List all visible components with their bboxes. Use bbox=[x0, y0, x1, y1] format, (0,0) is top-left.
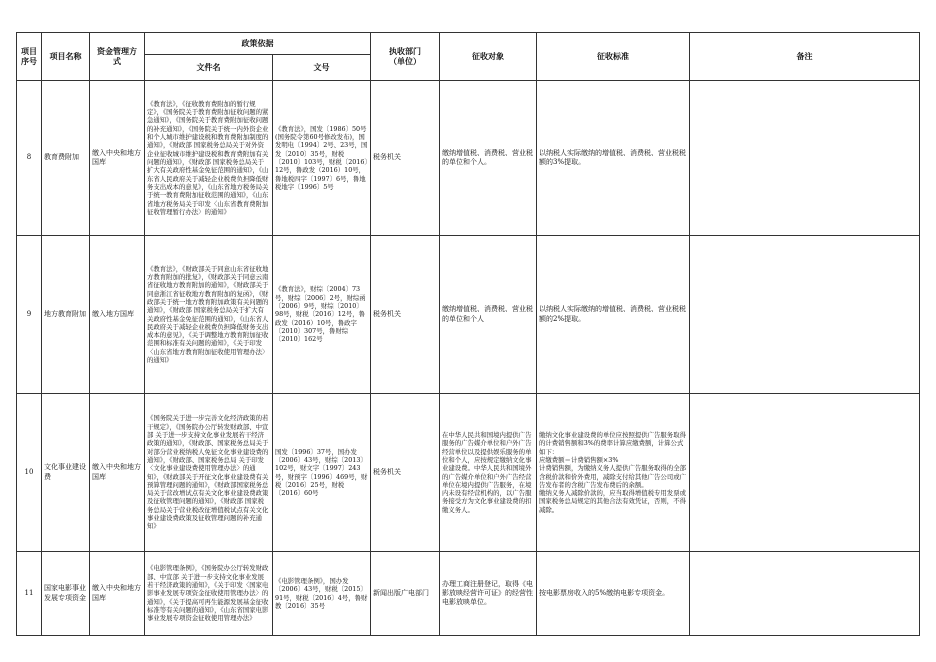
row-doc-name: 《教育法》，《征收教育费附加的暂行规定》，《国务院关于教育费附加征收问题的紧急通知》，《国务院关于教育费附加征收问题的补充通知》，《国务院关于统一内外资企业和个人城市维护建设税和教育费附加制度的通知》，《财政部 国家税务总局关于对外资企业征收城市维护建设税和教育费附加有关问题的通知》，《财政部 国家税务总局关于扩大有关政府性基金免征范围的通知》，《山东省人民政府关于减轻企业税费负担降低财务支出成本的意见》，《山东省地方税务局关于统一教育费附加征收范围的通知》，《山东省地方税务局关于印发〈山东省教育费附加征收管理暂行办法〉的通知》 bbox=[145, 81, 273, 236]
row-doc-no: 《教育法》，财综〔2004〕73号，财综〔2006〕2号，财综函〔2006〕9号，财综〔2010〕98号，财税〔2016〕12号，鲁政发（2016）10号，鲁政字〔2010〕307号，鲁财综〔2010〕162号 bbox=[273, 236, 371, 394]
header-policy-basis: 政策依据 bbox=[145, 33, 371, 55]
row-fund-mode: 缴入中央和地方国库 bbox=[90, 81, 145, 236]
row-seq: 8 bbox=[17, 81, 42, 236]
row-doc-name: 《教育法》，《财政部关于同意山东省征收地方教育附加的批复》，《财政部关于同意云南省征收地方教育附加的通知》，《财政部关于同意浙江省征收地方教育附加的复函》，《财政部关于统一地方教育附加政策有关问题的通知》，《财政部 国家税务总局关于扩大有关政府性基金免征范围的通知》，《山东省人民政府关于减轻企业税费负担降低财务支出成本的意见》，《关于调整地方教育附加征收范围和标准有关问题的通知》，《关于印发〈山东省地方教育附加征收使用管理办法〉的通知》 bbox=[145, 236, 273, 394]
header-remark: 备注 bbox=[690, 33, 920, 81]
row-fund-mode: 缴入中央和地方国库 bbox=[90, 394, 145, 552]
header-fund-mode: 资金管理方 式 bbox=[90, 33, 145, 81]
header-doc-name: 文件名 bbox=[145, 55, 273, 81]
row-doc-no: 国发〔1996〕37号，国办发〔2006〕43号，财综〔2013〕102号，财文字〔1997〕243号，财预字〔1996〕469号，财税〔2016〕25号，财税〔2016〕60号 bbox=[273, 394, 371, 552]
row-remark bbox=[690, 236, 920, 394]
table-row bbox=[17, 552, 920, 636]
row-department: 税务机关 bbox=[371, 81, 440, 236]
row-target: 缴纳增值税、消费税、营业税的单位和个人 bbox=[440, 236, 537, 394]
table-row bbox=[17, 236, 920, 394]
row-doc-name: 《国务院关于进一步完善文化经济政策的若干规定》，《国务院办公厅转发财政部、中宣部 关于进一步支持文化事业发展若干经济政策的通知》，《财政部、国家税务总局关于对部分营业税纳税人免征文化事业建设费的通知》，《财政部、国家税务总局 关于印发〈文化事业建设费使用管理办法〉的通知》，《财政部关于开征文化事业建设费有关预算管理问题的通知》，《财政部国家税务总局关于营改增试点有关文化事业建设费政策及征收管理问题的通知》，《财政部 国家税务总局关于营业税改征增值税试点有关文化事业建设费政策及征收管理问题的补充通知》 bbox=[145, 394, 273, 552]
header-target: 征收对象 bbox=[440, 33, 537, 81]
header-item-name: 项目名称 bbox=[42, 33, 90, 81]
row-standard: 按电影票房收入的5%缴纳电影专项资金。 bbox=[537, 552, 690, 636]
fee-schedule-table bbox=[16, 32, 920, 636]
row-remark bbox=[690, 81, 920, 236]
header-department: 执收部门 （单位） bbox=[371, 33, 440, 81]
header-row-1 bbox=[17, 33, 920, 55]
row-fund-mode: 缴入中央和地方国库 bbox=[90, 552, 145, 636]
row-standard: 缴纳文化事业建设费的单位应按照提供广告服务取得的计费销售额和3%的费率计算应缴费额，计算公式如下： 应缴费额＝计费销售额×3% 计费销售额，为缴纳义务人提供广告服务取得的全部含税价款和价外费用，减除支付给其他广告公司或广告发布者的含税广告发布费后的余额。 缴纳义务人减除价款的，应当取得增值税专用发票或国家税务总局规定的其他合法有效凭证，否则，不得减除。 bbox=[537, 394, 690, 552]
row-doc-no: 《教育法》，国发〔1986〕50号(国务院令第60号修改发布)，国发明电〔1994〕2号、23号，国发〔2010〕35号，财税〔2010〕103号，财税〔2016〕12号，鲁政发（2016）10号，鲁地税四字〔1997〕6号，鲁地税地字〔1996〕5号 bbox=[273, 81, 371, 236]
row-remark bbox=[690, 394, 920, 552]
row-seq: 10 bbox=[17, 394, 42, 552]
row-seq: 9 bbox=[17, 236, 42, 394]
row-seq: 11 bbox=[17, 552, 42, 636]
row-item-name: 教育费附加 bbox=[42, 81, 90, 236]
row-department: 新闻出版广电部门 bbox=[371, 552, 440, 636]
row-remark bbox=[690, 552, 920, 636]
row-target: 办理工商注册登记，取得《电影放映经营许可证》的经营性电影放映单位。 bbox=[440, 552, 537, 636]
row-fund-mode: 缴入地方国库 bbox=[90, 236, 145, 394]
row-item-name: 地方教育附加 bbox=[42, 236, 90, 394]
table-row bbox=[17, 394, 920, 552]
row-standard: 以纳税人实际缴纳的增值税、消费税、营业税税额的2%提取。 bbox=[537, 236, 690, 394]
row-department: 税务机关 bbox=[371, 236, 440, 394]
row-item-name: 文化事业建设费 bbox=[42, 394, 90, 552]
header-doc-no: 文号 bbox=[273, 55, 371, 81]
row-doc-name: 《电影管理条例》，《国务院办公厅转发财政部、中宣部 关于进一步支持文化事业发展若干经济政策的通知》，《关于印发〈国家电影事业发展专项资金征收使用管理办法〉的通知》，《关于提高可再生能源发展基金征收标准等有关问题的通知》，《山东省国家电影事业发展专项资金征收使用管理办法》 bbox=[145, 552, 273, 636]
table-row bbox=[17, 81, 920, 236]
row-department: 税务机关 bbox=[371, 394, 440, 552]
header-seq: 项目 序号 bbox=[17, 33, 42, 81]
header-standard: 征收标准 bbox=[537, 33, 690, 81]
row-standard: 以纳税人实际缴纳的增值税、消费税、营业税税额的3%提取。 bbox=[537, 81, 690, 236]
row-target: 在中华人民共和国境内提供广告服务的广告媒介单位和户外广告经营单位以及提供娱乐服务的单位和个人，应按规定缴纳文化事业建设费。中华人民共和国境外的广告媒介单位和户外广告经营单位在境内提供广告服务，在境内未设有经营机构的，以广告服务接受方为文化事业建设费的扣缴义务人。 bbox=[440, 394, 537, 552]
row-doc-no: 《电影管理条例》，国办发〔2006〕43号，财税〔2015〕91号，财税〔2016〕4号，鲁财教〔2016〕35号 bbox=[273, 552, 371, 636]
row-target: 缴纳增值税、消费税、营业税的单位和个人。 bbox=[440, 81, 537, 236]
row-item-name: 国家电影事业发展专项资金 bbox=[42, 552, 90, 636]
